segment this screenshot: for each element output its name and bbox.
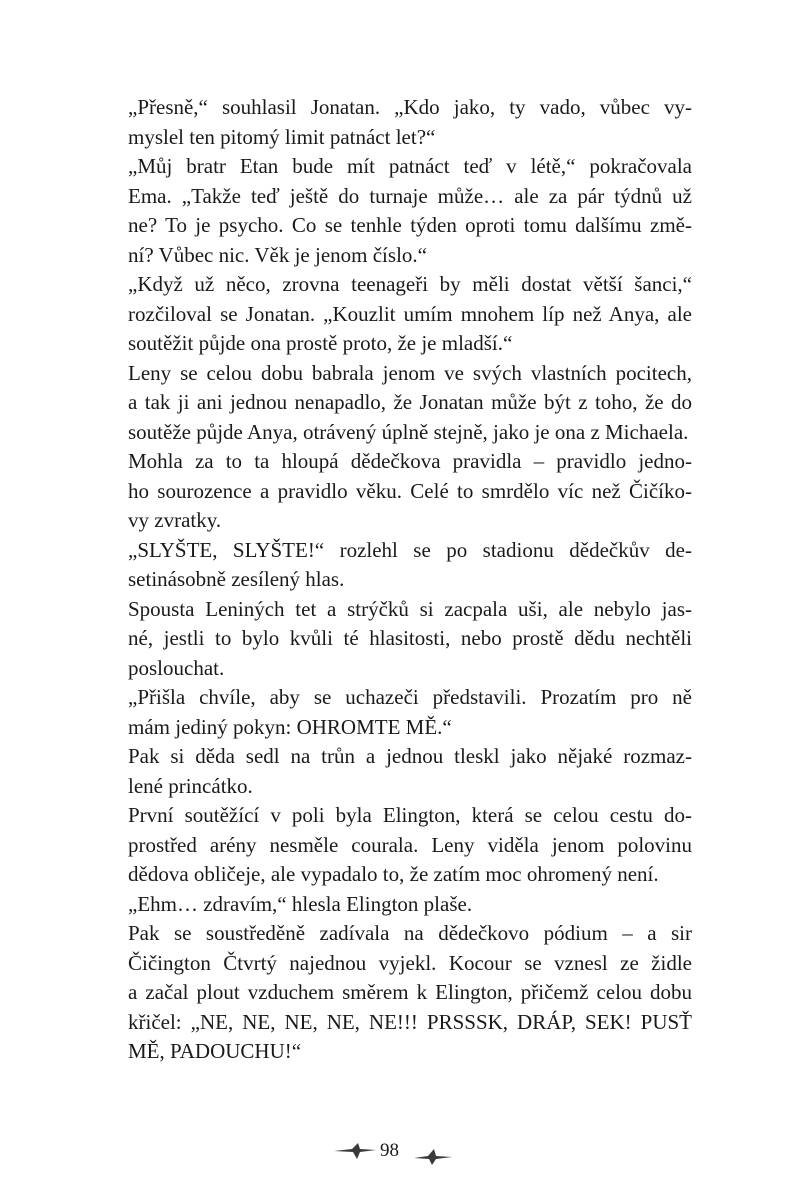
paragraph xyxy=(128,919,692,1067)
text-line: MĚ, PADOUCHU!“ xyxy=(128,1039,302,1063)
text-line: „Můj bratr Etan bude mít patnáct teď v létě,“ pokračovala xyxy=(128,154,692,178)
paragraph xyxy=(128,890,692,920)
text-line: rozčiloval se Jonatan. „Kouzlit umím mnohem líp než Anya, ale xyxy=(128,301,692,326)
paragraph xyxy=(128,801,692,890)
text-line: vy zvratky. xyxy=(128,508,222,532)
text-line: soutěžit půjde ona prostě proto, že je mladší.“ xyxy=(128,331,513,355)
text-line: „Přesně,“ souhlasil Jonatan. „Kdo jako, ty vado, vůbec vy- xyxy=(128,95,692,119)
paragraph xyxy=(128,359,692,448)
text-line: soutěže půjde Anya, otrávený úplně stejně, jako je ona z Michaela. xyxy=(128,419,689,444)
paragraph xyxy=(128,93,692,152)
text-line: dědova obličeje, ale vypadalo to, že zatím moc ohromený není. xyxy=(128,862,659,886)
text-line: ní? Vůbec nic. Věk je jenom číslo.“ xyxy=(128,242,427,267)
paragraph xyxy=(128,742,692,801)
text-line: poslouchat. xyxy=(128,655,225,680)
text-line: „Přišla chvíle, aby se uchazeči představili. Prozatím pro ně xyxy=(128,685,692,709)
text-line: a začal plout vzduchem směrem k Elington, přičemž celou dobu xyxy=(128,980,692,1004)
text-line: Pak se soustředěně zadívala na dědečkovo pódium – a sir xyxy=(128,921,692,945)
page-body xyxy=(128,93,692,1067)
paragraph xyxy=(128,536,692,595)
text-line: mám jediný pokyn: OHROMTE MĚ.“ xyxy=(128,714,452,739)
text-line: né, jestli to bylo kvůli té hlasitosti, nebo prostě dědu nechtěli xyxy=(128,626,692,650)
text-line: Ema. „Takže teď ještě do turnaje může… ale za pár týdnů už xyxy=(128,183,692,208)
text-line: myslel ten pitomý limit patnáct let?“ xyxy=(128,124,436,149)
text-line: První soutěžící v poli byla Elington, která se celou cestu do- xyxy=(128,803,692,827)
text-line: lené princátko. xyxy=(128,773,253,798)
text-line: ne? To je psycho. Co se tenhle týden oproti tomu dalšímu změ- xyxy=(128,213,692,237)
star-ornament-right-icon xyxy=(412,1148,454,1171)
star-ornament-left-icon xyxy=(332,1142,378,1165)
text-line: prostřed arény nesměle courala. Leny viděla jenom polovinu xyxy=(128,832,692,857)
page-number: 98 xyxy=(380,1140,399,1161)
text-line: setinásobně zesílený hlas. xyxy=(128,567,345,591)
text-line: „SLYŠTE, SLYŠTE!“ rozlehl se po stadionu dědečkův de- xyxy=(128,537,692,562)
text-line: „Když už něco, zrovna teenageři by měli dostat větší šanci,“ xyxy=(128,272,692,296)
text-line: Spousta Leniných tet a strýčků si zacpala uši, ale nebylo jas- xyxy=(128,596,692,621)
paragraph xyxy=(128,270,692,359)
text-line: Leny se celou dobu babrala jenom ve svých vlastních pocitech, xyxy=(128,360,692,385)
paragraph xyxy=(128,683,692,742)
text-line: Mohla za to ta hloupá dědečkova pravidla – pravidlo jedno- xyxy=(128,449,692,473)
page-footer xyxy=(0,1138,807,1168)
text-line: a tak ji ani jednou nenapadlo, že Jonatan může být z toho, že do xyxy=(128,390,692,414)
text-line: Pak si děda sedl na trůn a jednou tleskl jako nějaké rozmaz- xyxy=(128,744,692,768)
text-line: Čičington Čtvrtý najednou vyjekl. Kocour se vznesl ze židle xyxy=(128,950,692,975)
text-line: „Ehm… zdravím,“ hlesla Elington plaše. xyxy=(128,891,473,916)
text-line: křičel: „NE, NE, NE, NE, NE!!! PRSSSK, DRÁP, SEK! PUSŤ xyxy=(128,1009,692,1034)
paragraph xyxy=(128,595,692,684)
text-line: ho sourozence a pravidlo věku. Celé to smrdělo víc než Čičíko- xyxy=(128,478,692,503)
paragraph xyxy=(128,447,692,536)
paragraph xyxy=(128,152,692,270)
